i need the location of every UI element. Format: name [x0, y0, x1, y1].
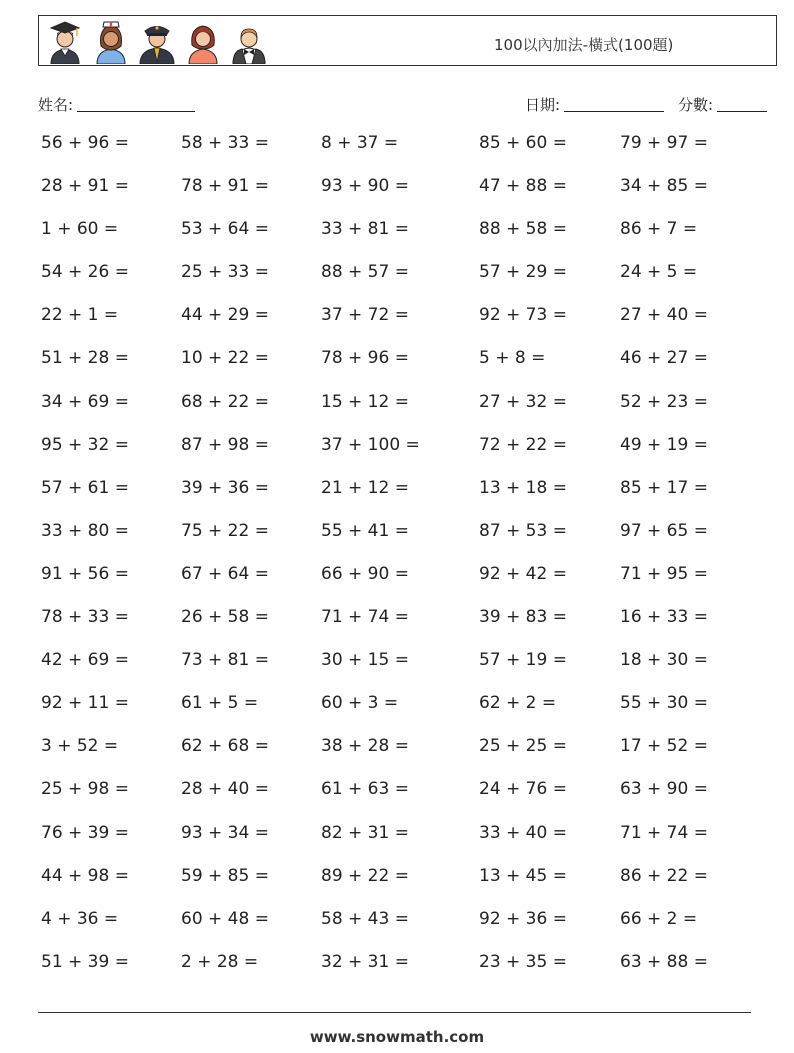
problem-row: [41, 779, 761, 822]
worksheet-header: [38, 15, 777, 66]
problem-row: [41, 909, 761, 952]
addition-problem: 27 + 32 =: [479, 391, 567, 412]
avatar-strip: [45, 18, 269, 64]
name-field: [38, 94, 195, 115]
addition-problem: 28 + 40 =: [181, 779, 269, 800]
date-blank-line[interactable]: [564, 97, 664, 112]
addition-problem: 68 + 22 =: [181, 391, 269, 412]
addition-problem: 61 + 63 =: [321, 779, 409, 800]
addition-problem: 42 + 69 =: [41, 650, 129, 671]
addition-problem: 55 + 41 =: [321, 520, 409, 541]
addition-problem: 52 + 23 =: [620, 391, 708, 412]
addition-problem: 56 + 96 =: [41, 133, 129, 153]
problem-row: [41, 564, 761, 607]
addition-problem: 58 + 33 =: [181, 133, 269, 153]
problem-row: [41, 262, 761, 305]
addition-problem: 13 + 18 =: [479, 477, 567, 498]
addition-problem: 66 + 90 =: [321, 563, 409, 584]
addition-problem: 89 + 22 =: [321, 865, 409, 886]
addition-problem: 26 + 58 =: [181, 607, 269, 628]
addition-problem: 25 + 98 =: [41, 779, 129, 800]
problem-row: [41, 478, 761, 521]
addition-problem: 22 + 1 =: [41, 305, 119, 326]
addition-problem: 28 + 91 =: [41, 176, 129, 197]
name-label: 姓名:: [38, 96, 74, 114]
addition-problem: 24 + 76 =: [479, 779, 567, 800]
addition-problem: 62 + 2 =: [479, 693, 557, 714]
addition-problem: 57 + 29 =: [479, 262, 567, 283]
score-blank-line[interactable]: [717, 97, 767, 112]
addition-problem: 60 + 48 =: [181, 908, 269, 929]
addition-problem: 49 + 19 =: [620, 434, 708, 455]
addition-problem: 16 + 33 =: [620, 607, 708, 628]
addition-problem: 30 + 15 =: [321, 650, 409, 671]
addition-problem: 79 + 97 =: [620, 133, 708, 153]
addition-problem: 88 + 57 =: [321, 262, 409, 283]
addition-problem: 34 + 69 =: [41, 391, 129, 412]
footer-url: www.snowmath.com: [309, 1028, 485, 1046]
problem-row: [41, 521, 761, 564]
addition-problem: 10 + 22 =: [181, 348, 269, 369]
addition-problem: 92 + 11 =: [41, 693, 129, 714]
addition-problem: 46 + 27 =: [620, 348, 708, 369]
addition-problem: 53 + 64 =: [181, 219, 269, 240]
problem-row: [41, 133, 761, 176]
problem-row: [41, 305, 761, 348]
addition-problem: 67 + 64 =: [181, 563, 269, 584]
problem-row: [41, 219, 761, 262]
waiter-avatar-icon: [229, 18, 269, 64]
addition-problem: 1 + 60 =: [41, 219, 119, 240]
problem-row: [41, 952, 761, 995]
addition-problem: 34 + 85 =: [620, 176, 708, 197]
addition-problem: 38 + 28 =: [321, 736, 409, 757]
addition-problem: 39 + 36 =: [181, 477, 269, 498]
problem-row: [41, 823, 761, 866]
graduate-avatar-icon: [45, 18, 85, 64]
addition-problem: 47 + 88 =: [479, 176, 567, 197]
police-officer-avatar-icon: [137, 18, 177, 64]
addition-problem: 57 + 19 =: [479, 650, 567, 671]
addition-problem: 61 + 5 =: [181, 693, 259, 714]
addition-problem: 88 + 58 =: [479, 219, 567, 240]
addition-problem: 82 + 31 =: [321, 822, 409, 843]
addition-problem: 66 + 2 =: [620, 908, 698, 929]
addition-problem: 39 + 83 =: [479, 607, 567, 628]
addition-problem: 58 + 43 =: [321, 908, 409, 929]
addition-problem: 92 + 42 =: [479, 563, 567, 584]
addition-problem: 25 + 33 =: [181, 262, 269, 283]
problem-row: [41, 650, 761, 693]
addition-problem: 4 + 36 =: [41, 908, 119, 929]
problem-row: [41, 435, 761, 478]
addition-problem: 60 + 3 =: [321, 693, 399, 714]
addition-problem: 63 + 88 =: [620, 951, 708, 972]
addition-problem: 15 + 12 =: [321, 391, 409, 412]
addition-problem: 62 + 68 =: [181, 736, 269, 757]
addition-problem: 85 + 17 =: [620, 477, 708, 498]
addition-problem: 33 + 40 =: [479, 822, 567, 843]
addition-problem: 2 + 28 =: [181, 951, 259, 972]
addition-problem: 8 + 37 =: [321, 133, 399, 153]
addition-problem: 17 + 52 =: [620, 736, 708, 757]
addition-problem: 51 + 28 =: [41, 348, 129, 369]
date-field: [525, 94, 664, 115]
addition-problem: 55 + 30 =: [620, 693, 708, 714]
addition-problem: 78 + 96 =: [321, 348, 409, 369]
addition-problem: 57 + 61 =: [41, 477, 129, 498]
addition-problem: 73 + 81 =: [181, 650, 269, 671]
addition-problem: 18 + 30 =: [620, 650, 708, 671]
addition-problem: 63 + 90 =: [620, 779, 708, 800]
addition-problem: 23 + 35 =: [479, 951, 567, 972]
addition-problem: 54 + 26 =: [41, 262, 129, 283]
addition-problem: 87 + 98 =: [181, 434, 269, 455]
addition-problem: 75 + 22 =: [181, 520, 269, 541]
addition-problem: 97 + 65 =: [620, 520, 708, 541]
addition-problem: 93 + 34 =: [181, 822, 269, 843]
addition-problem: 44 + 29 =: [181, 305, 269, 326]
score-field: [678, 94, 767, 115]
nurse-avatar-icon: [91, 18, 131, 64]
addition-problem: 92 + 73 =: [479, 305, 567, 326]
addition-problem: 78 + 91 =: [181, 176, 269, 197]
addition-problem: 71 + 74 =: [620, 822, 708, 843]
addition-problem: 5 + 8 =: [479, 348, 546, 369]
problem-row: [41, 392, 761, 435]
score-label: 分數:: [678, 96, 714, 114]
addition-problem: 25 + 25 =: [479, 736, 567, 757]
woman-avatar-icon: [183, 18, 223, 64]
addition-problem: 33 + 80 =: [41, 520, 129, 541]
addition-problem: 24 + 5 =: [620, 262, 698, 283]
footer-divider: [38, 1012, 751, 1013]
addition-problem: 21 + 12 =: [321, 477, 409, 498]
name-blank-line[interactable]: [77, 97, 195, 112]
addition-problem: 86 + 22 =: [620, 865, 708, 886]
addition-problem: 92 + 36 =: [479, 908, 567, 929]
addition-problem: 27 + 40 =: [620, 305, 708, 326]
addition-problem: 76 + 39 =: [41, 822, 129, 843]
addition-problem: 13 + 45 =: [479, 865, 567, 886]
date-label: 日期:: [525, 96, 561, 114]
addition-problem: 71 + 74 =: [321, 607, 409, 628]
addition-problem: 44 + 98 =: [41, 865, 129, 886]
addition-problem: 37 + 72 =: [321, 305, 409, 326]
addition-problem: 85 + 60 =: [479, 133, 567, 153]
addition-problem: 93 + 90 =: [321, 176, 409, 197]
addition-problem: 3 + 52 =: [41, 736, 119, 757]
addition-problem: 95 + 32 =: [41, 434, 129, 455]
problem-row: [41, 176, 761, 219]
problem-row: [41, 693, 761, 736]
addition-problem: 87 + 53 =: [479, 520, 567, 541]
addition-problem: 91 + 56 =: [41, 563, 129, 584]
addition-problem: 51 + 39 =: [41, 951, 129, 972]
problem-row: [41, 607, 761, 650]
addition-problem: 32 + 31 =: [321, 951, 409, 972]
problem-row: [41, 736, 761, 779]
addition-problem: 78 + 33 =: [41, 607, 129, 628]
problem-grid: [41, 133, 761, 995]
problem-row: [41, 348, 761, 391]
addition-problem: 37 + 100 =: [321, 434, 420, 455]
addition-problem: 72 + 22 =: [479, 434, 567, 455]
addition-problem: 86 + 7 =: [620, 219, 698, 240]
addition-problem: 33 + 81 =: [321, 219, 409, 240]
addition-problem: 71 + 95 =: [620, 563, 708, 584]
addition-problem: 59 + 85 =: [181, 865, 269, 886]
problem-row: [41, 866, 761, 909]
worksheet-title: 100以內加法-橫式(100題): [494, 36, 674, 54]
